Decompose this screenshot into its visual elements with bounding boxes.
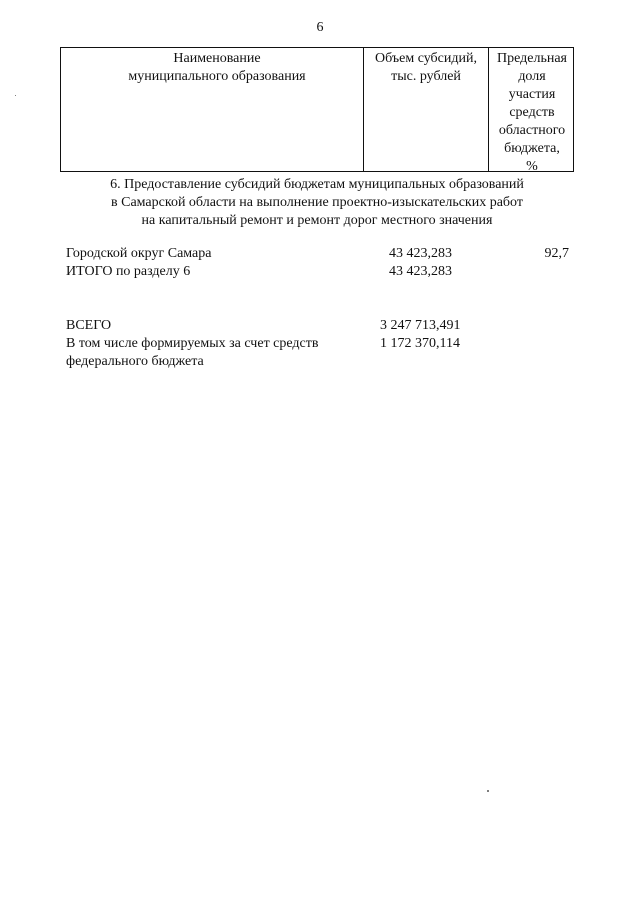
column-header-name-line2: муниципального образования (128, 69, 306, 84)
table-row (66, 245, 576, 263)
section-title (60, 176, 574, 230)
section-title-line: в Самарской области на выполнение проектно-изыскательских работ (111, 195, 523, 210)
page-number: 6 (316, 20, 324, 35)
federal-label-line2: федерального бюджета (66, 354, 204, 369)
federal-row (66, 335, 576, 353)
column-header-name (61, 48, 363, 171)
column-header-share-line: Предельная (497, 51, 567, 66)
column-header-share-line: бюджета, (504, 141, 560, 156)
column-header-volume (363, 48, 488, 171)
total-row (66, 317, 576, 335)
scan-speck (487, 790, 489, 792)
total-label: ВСЕГО (66, 318, 112, 333)
column-header-share-line: доля (518, 69, 546, 84)
column-header-share-line: участия (508, 87, 556, 102)
row-value: 43 423,283 (389, 264, 452, 279)
table-header (60, 47, 574, 172)
federal-label-line1: В том числе формируемых за счет средств (66, 336, 319, 351)
scan-speck (15, 95, 16, 96)
table-row (66, 263, 576, 281)
row-label: ИТОГО по разделу 6 (66, 264, 191, 279)
column-header-share-line: % (526, 159, 538, 174)
column-header-volume-line1: Объем субсидий, (375, 51, 477, 66)
row-label: Городской округ Самара (66, 246, 212, 261)
section-title-line: на капитальный ремонт и ремонт дорог местного значения (141, 213, 493, 228)
column-header-volume-line2: тыс. рублей (391, 69, 461, 84)
column-header-share-line: областного (498, 123, 566, 138)
row-share: 92,7 (544, 246, 569, 261)
row-value: 43 423,283 (389, 246, 452, 261)
federal-row-continuation (66, 353, 576, 371)
column-header-share-line: средств (509, 105, 555, 120)
section-title-line: 6. Предоставление субсидий бюджетам муниципальных образований (110, 177, 524, 192)
column-header-share (488, 48, 575, 174)
total-value: 3 247 713,491 (380, 318, 461, 333)
column-header-name-line1: Наименование (173, 51, 261, 66)
federal-value: 1 172 370,114 (380, 336, 460, 351)
